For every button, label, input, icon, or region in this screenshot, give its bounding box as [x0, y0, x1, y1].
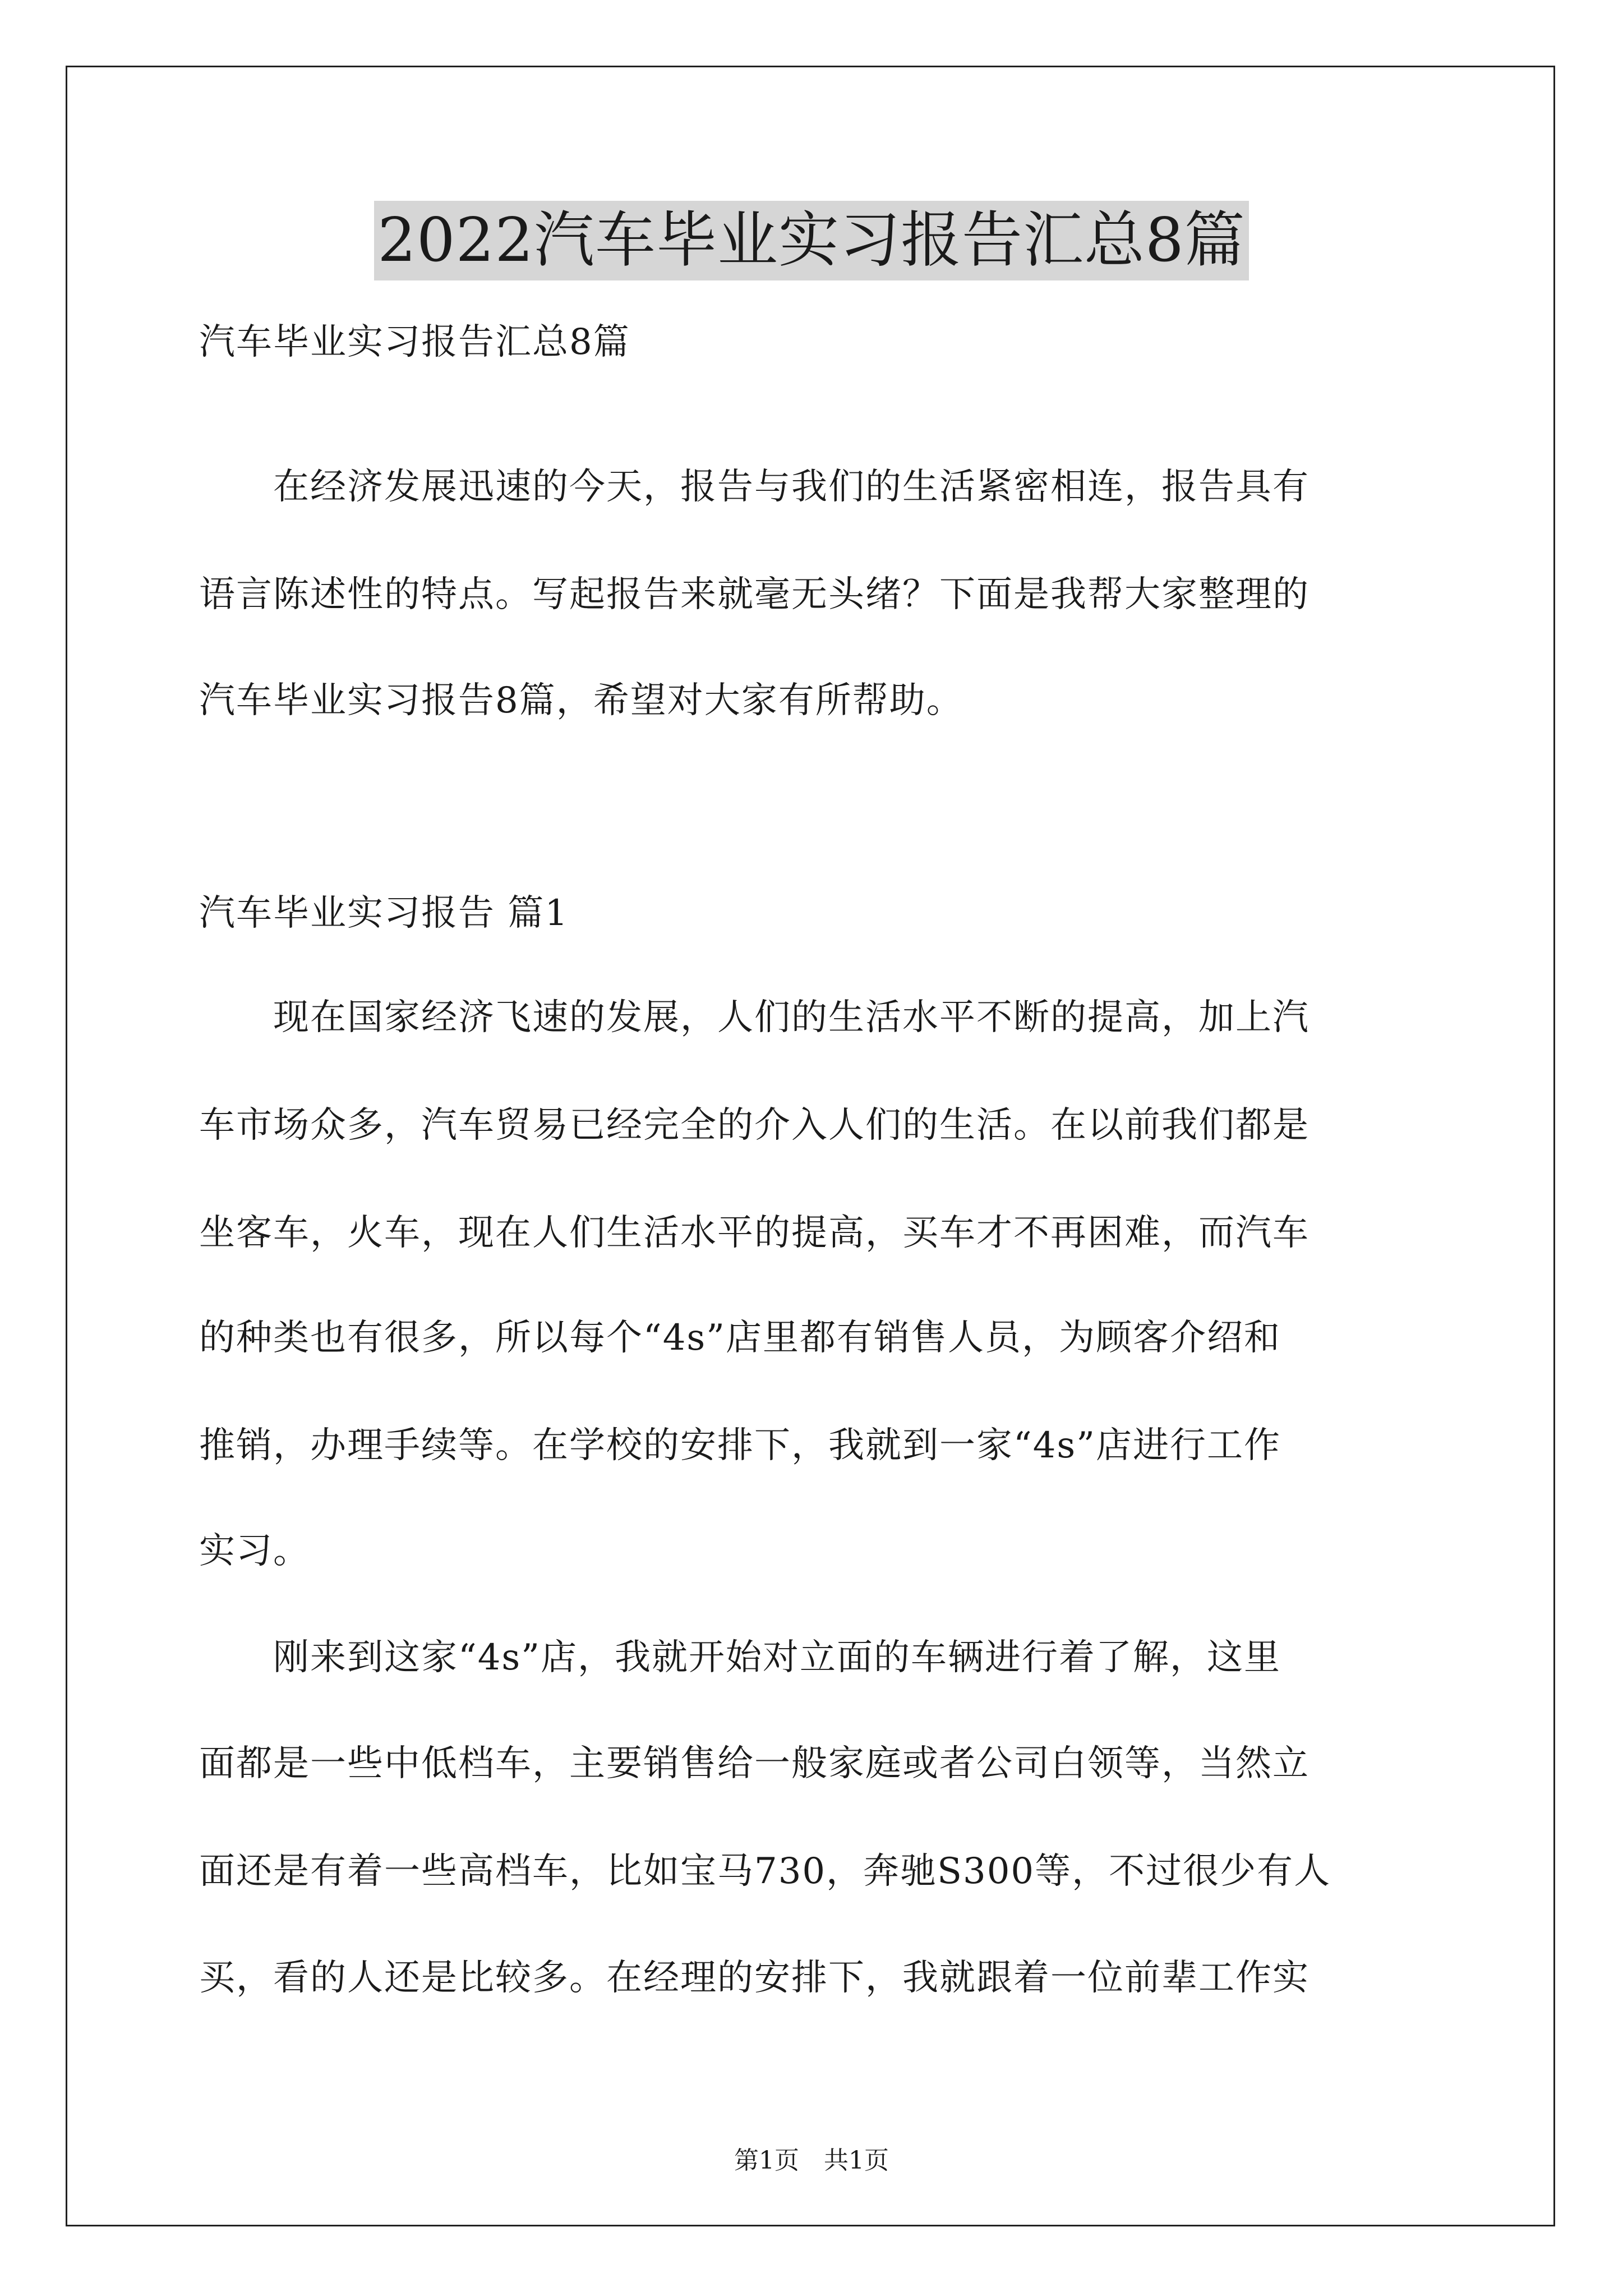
section-heading: 汽车毕业实习报告 篇1: [199, 892, 569, 934]
paragraph-line: 实习。: [199, 1530, 310, 1572]
paragraph-line: 语言陈述性的特点。写起报告来就毫无头绪？下面是我帮大家整理的: [199, 574, 1310, 615]
document-title: 2022汽车毕业实习报告汇总8篇: [374, 201, 1249, 280]
paragraph-line: 面都是一些中低档车，主要销售给一般家庭或者公司白领等，当然立: [199, 1743, 1310, 1784]
paragraph-line: 刚来到这家“4s”店，我就开始对立面的车辆进行着了解，这里: [199, 1637, 1281, 1678]
title-container: [0, 201, 1623, 280]
paragraph-line: 坐客车，火车，现在人们生活水平的提高，买车才不再困难，而汽车: [199, 1212, 1310, 1254]
paragraph-line: 面还是有着一些高档车，比如宝马730，奔驰S300等，不过很少有人: [199, 1851, 1331, 1892]
subtitle-line: 汽车毕业实习报告汇总8篇: [199, 321, 630, 363]
paragraph-line: 汽车毕业实习报告8篇，希望对大家有所帮助。: [199, 680, 963, 721]
paragraph-line: 的种类也有很多，所以每个“4s”店里都有销售人员，为顾客介绍和: [199, 1317, 1281, 1359]
paragraph-line: 推销，办理手续等。在学校的安排下，我就到一家“4s”店进行工作: [199, 1425, 1281, 1466]
paragraph-line: 现在国家经济飞速的发展，人们的生活水平不断的提高，加上汽: [199, 997, 1310, 1038]
paragraph-line: 买，看的人还是比较多。在经理的安排下，我就跟着一位前辈工作实: [199, 1957, 1310, 1999]
paragraph-line: 在经济发展迅速的今天，报告与我们的生活紧密相连，报告具有: [199, 466, 1310, 508]
paragraph-line: 车市场众多，汽车贸易已经完全的介入人们的生活。在以前我们都是: [199, 1105, 1310, 1146]
page-footer: 第1页 共1页: [734, 2146, 889, 2175]
